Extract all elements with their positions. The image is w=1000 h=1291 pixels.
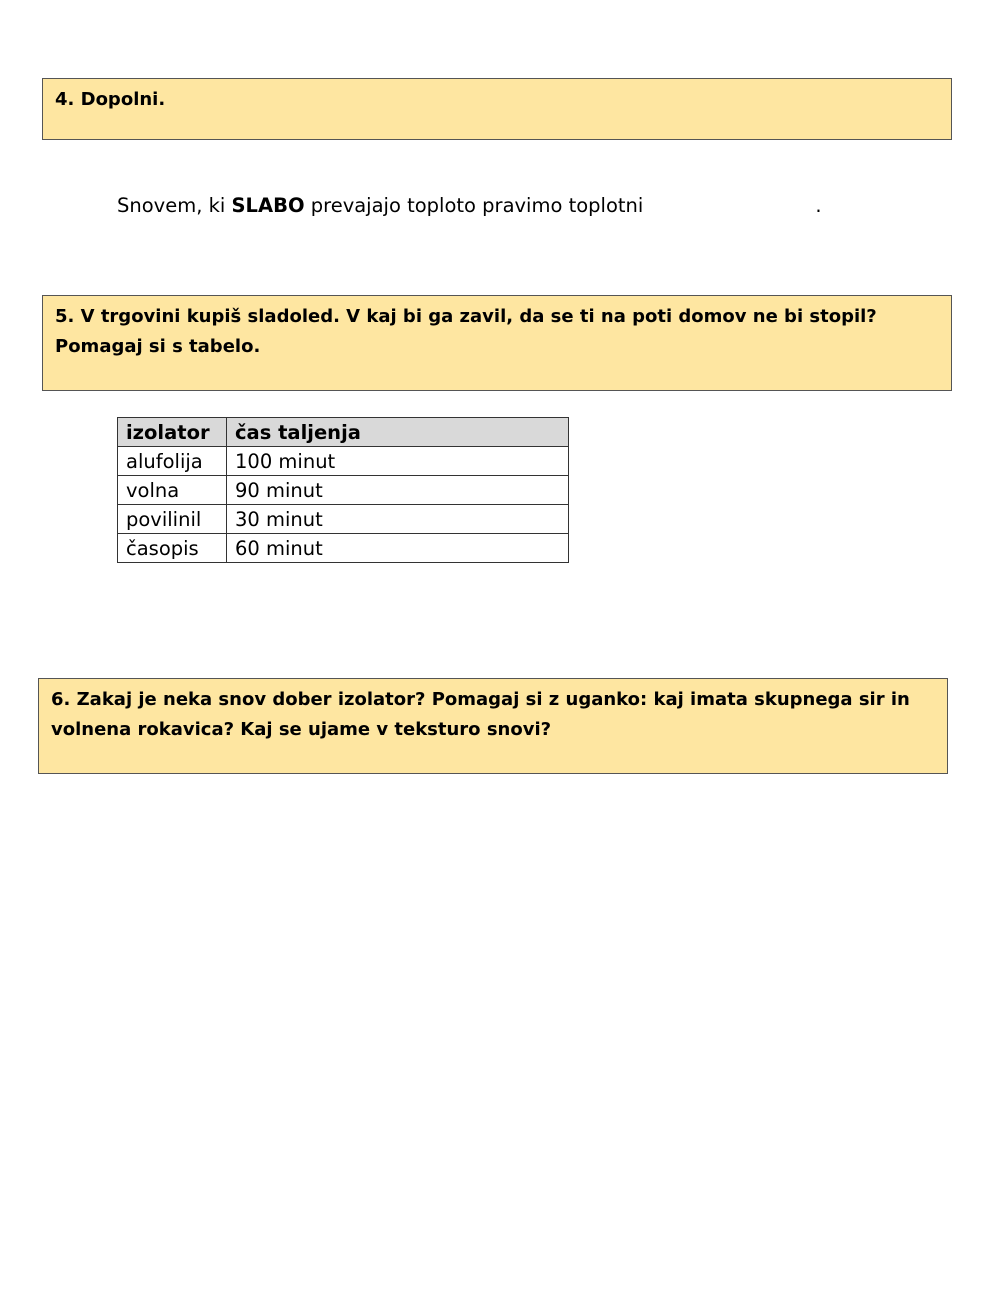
- table-cell-insulator: povilinil: [118, 505, 227, 534]
- fill-in-text-before: Snovem, ki: [117, 194, 232, 217]
- table-header-melt-time: čas taljenja: [227, 418, 569, 447]
- task-4-title: 4. Dopolni.: [55, 89, 166, 110]
- task-6-box: [38, 678, 948, 774]
- table-cell-melt-time: 90 minut: [227, 476, 569, 505]
- table-row: [118, 476, 569, 505]
- fill-in-text-after: prevajajo toploto pravimo toplotni: [304, 194, 644, 217]
- table-row: [118, 447, 569, 476]
- insulator-table: [117, 417, 569, 563]
- task-4-box: [42, 78, 952, 140]
- task-5-box: [42, 295, 952, 391]
- table-header-row: [118, 418, 569, 447]
- table-cell-insulator: časopis: [118, 534, 227, 563]
- table-cell-insulator: volna: [118, 476, 227, 505]
- table-row: [118, 505, 569, 534]
- table-cell-melt-time: 60 minut: [227, 534, 569, 563]
- table-cell-melt-time: 100 minut: [227, 447, 569, 476]
- fill-in-sentence: [117, 191, 857, 221]
- table-row: [118, 534, 569, 563]
- task-5-title: 5. V trgovini kupiš sladoled. V kaj bi ga zavil, da se ti na poti domov ne bi stopil? Pomagaj si s tabelo.: [55, 306, 877, 357]
- fill-in-end: .: [815, 194, 822, 217]
- task-6-title: 6. Zakaj je neka snov dober izolator? Pomagaj si z uganko: kaj imata skupnega sir in volnena rokavica? Kaj se ujame v teksturo snovi?: [51, 689, 910, 740]
- table-cell-melt-time: 30 minut: [227, 505, 569, 534]
- table-header-insulator: izolator: [118, 418, 227, 447]
- fill-in-emphasis: SLABO: [231, 194, 305, 217]
- table-cell-insulator: alufolija: [118, 447, 227, 476]
